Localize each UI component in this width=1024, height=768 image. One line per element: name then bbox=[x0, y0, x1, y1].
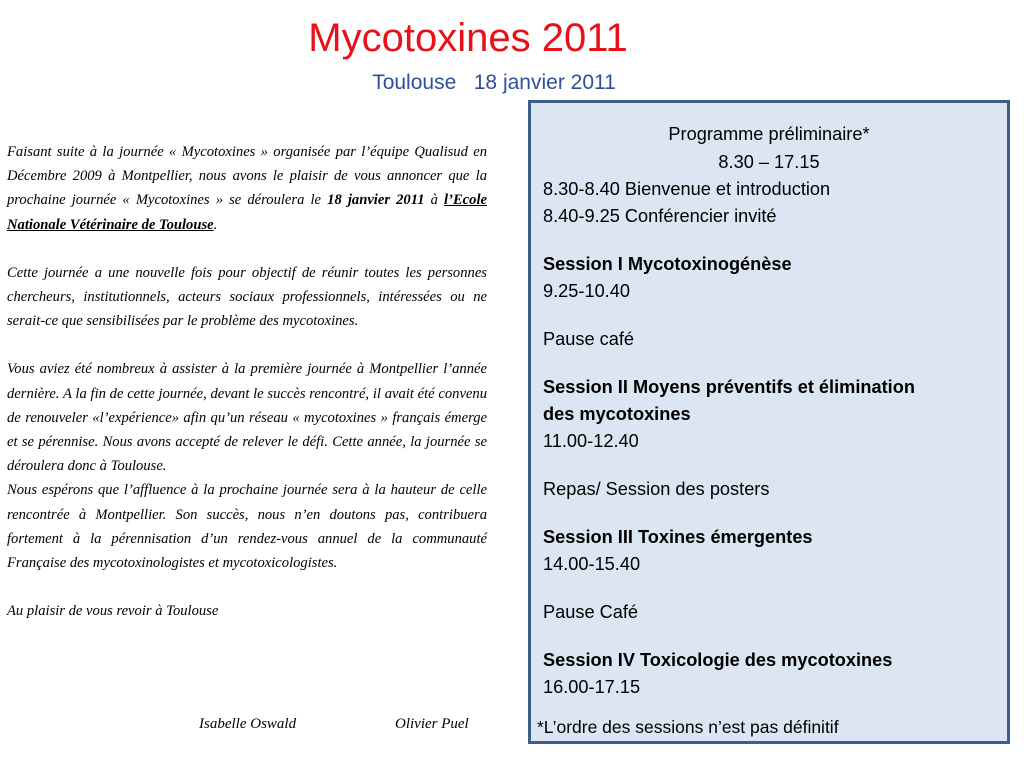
session-1-time: 9.25-10.40 bbox=[543, 281, 630, 301]
letter-p1-text-a: Faisant suite à la journée « Mycotoxines » organisée par l’équipe Qualisud en Décembre 2009 à Montpellier, nous avons le plaisir de vous annoncer que la prochaine journée « Mycotoxines » se déroulera le bbox=[7, 144, 487, 209]
session-3-title: Session III Toxines émergentes bbox=[543, 527, 813, 547]
letter-closing: Au plaisir de vous revoir à Toulouse bbox=[7, 603, 219, 620]
letter-paragraph-1 bbox=[7, 140, 487, 237]
invitation-letter bbox=[7, 140, 487, 623]
program-hours: 8.30 – 17.15 bbox=[718, 152, 820, 172]
program-item-speaker: 8.40-9.25 Conférencier invité bbox=[543, 206, 777, 226]
program-box bbox=[528, 100, 1010, 744]
session-2-title-cont: des mycotoxines bbox=[543, 404, 691, 424]
event-date: 18 janvier 2011 bbox=[327, 192, 425, 209]
page-title: Mycotoxines 2011 bbox=[308, 16, 628, 60]
coffee-break-1: Pause café bbox=[543, 329, 634, 349]
signature-oswald: Isabelle Oswald bbox=[199, 716, 297, 732]
session-4-title: Session IV Toxicologie des mycotoxines bbox=[543, 650, 893, 670]
letter-paragraph-2: Cette journée a une nouvelle fois pour objectif de réunir toutes les personnes chercheurs, institutionnels, acteurs sociaux professionnels, intéressées ou ne serait-ce que sensibilisées par le problème des mycotoxines. bbox=[7, 264, 487, 330]
letter-paragraph-4: Nous espérons que l’affluence à la prochaine journée sera à la hauteur de celle rencontrée à Montpellier. Son succès, nous n’en doutons pas, contribuera fortement à la pérennisation d’un rendez-vous annuel de la communauté Française des mycotoxinologistes et mycotoxicologistes. bbox=[7, 482, 487, 572]
lunch-posters: Repas/ Session des posters bbox=[543, 479, 770, 499]
session-4-time: 16.00-17.15 bbox=[543, 677, 641, 697]
event-venue: l’Ecole Nationale Vétérinaire de Toulouse bbox=[7, 192, 487, 233]
program-footnote: *L’ordre des sessions n’est pas définitif bbox=[537, 717, 839, 737]
session-2-title: Session II Moyens préventifs et élimination bbox=[543, 377, 915, 397]
program-item-welcome: 8.30-8.40 Bienvenue et introduction bbox=[543, 179, 831, 199]
session-3-time: 14.00-15.40 bbox=[543, 554, 641, 574]
letter-p1-text-c: . bbox=[213, 216, 218, 233]
session-2-time: 11.00-12.40 bbox=[543, 431, 639, 451]
coffee-break-2: Pause Café bbox=[543, 602, 639, 622]
program-heading: Programme préliminaire* bbox=[668, 124, 870, 144]
page-subtitle: Toulouse 18 janvier 2011 bbox=[372, 71, 616, 94]
session-1-title: Session I Mycotoxinogénèse bbox=[543, 254, 792, 274]
letter-p1-text-b: à bbox=[424, 192, 445, 209]
signature-puel: Olivier Puel bbox=[395, 716, 469, 732]
letter-paragraph-3: Vous aviez été nombreux à assister à la première journée à Montpellier l’année dernière. A la fin de cette journée, devant le succès rencontré, il avait été convenu de renouveler «l’expérience» afin qu’un réseau « mycotoxines » français émerge et se pérennise. Nous avons accepté de relever le défi. Cette année, la journée se déroulera donc à Toulouse. bbox=[7, 361, 487, 475]
